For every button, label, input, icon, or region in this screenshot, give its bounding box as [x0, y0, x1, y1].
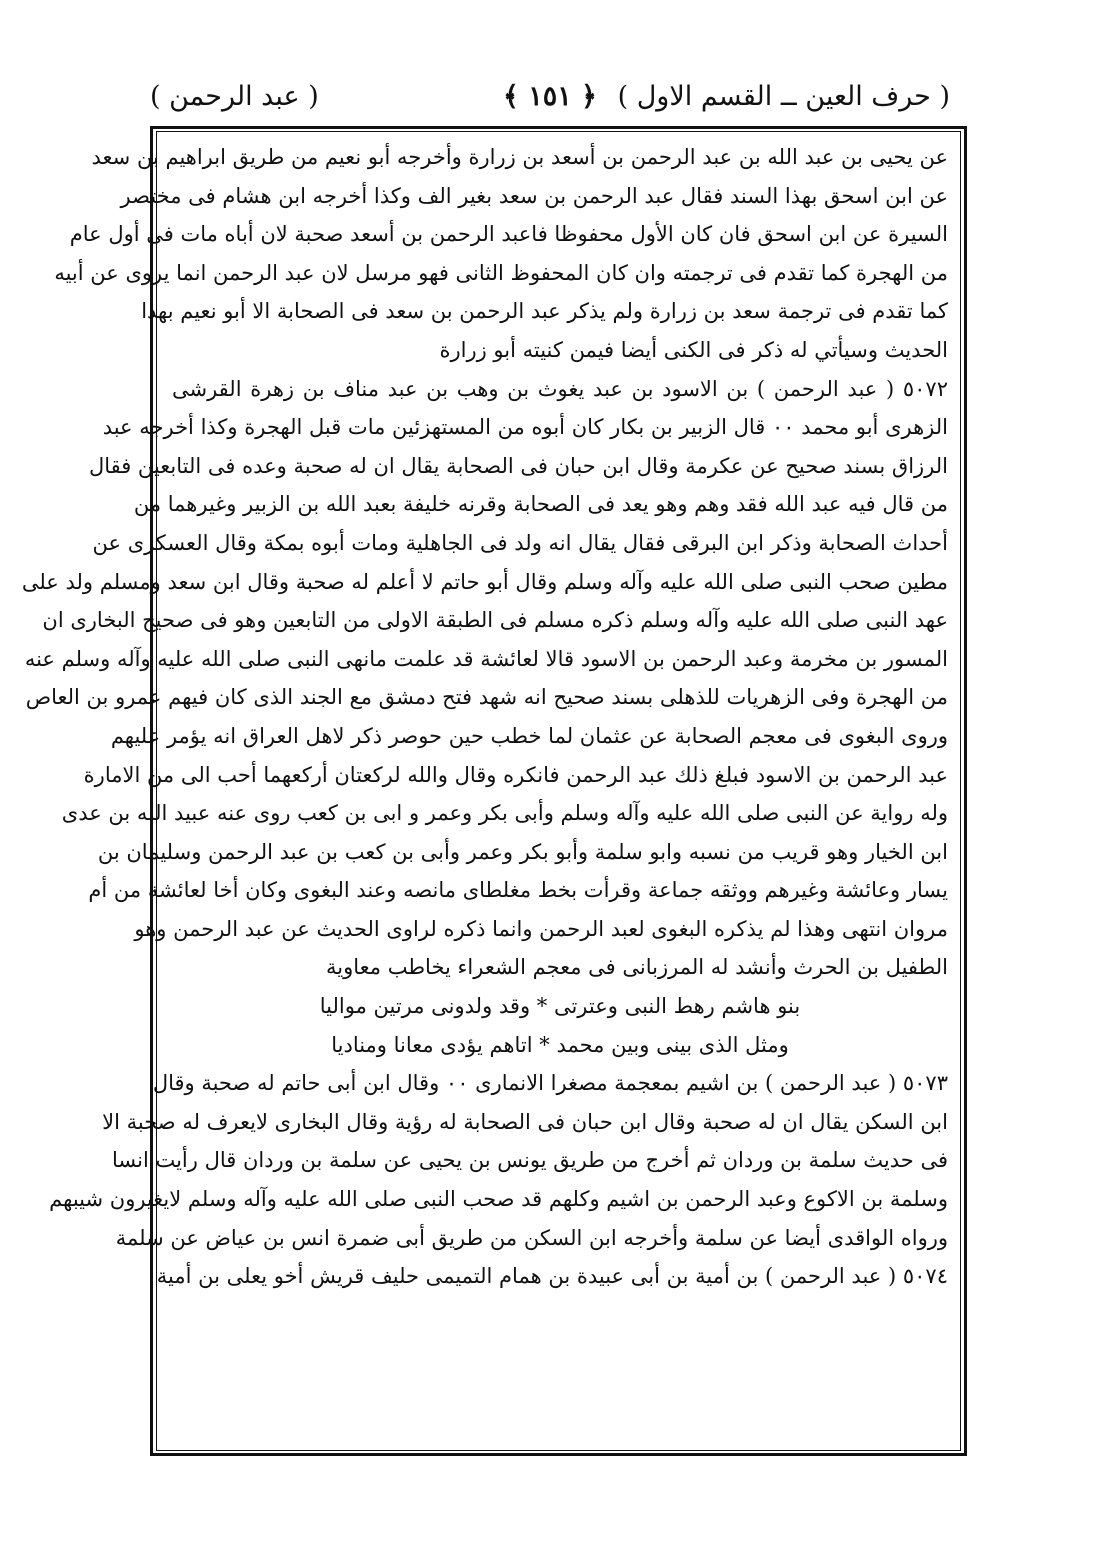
entry-5074-start: ٥٠٧٤ ( عبد الرحمن ) بن أمية بن أبى عبيدة بن همام التميمى حليف قريش أخو يعلى بن أمية: [156, 1264, 948, 1289]
text-line: فى حديث سلمة بن وردان ثم أخرج من طريق يونس بن يحيى عن سلمة بن وردان قال رأيت انسا: [111, 1148, 948, 1173]
text-line: من الهجرة كما تقدم فى ترجمته وان كان المحفوظ الثانى فهو مرسل لان عبد الرحمن انما يروى عن أبيه: [54, 260, 948, 285]
text-line: ابن السكن يقال ان له صحبة وقال ابن حبان فى الصحابة له رؤية وقال البخارى لايعرف له صحبة الا: [102, 1109, 948, 1134]
text-line: المسور بن مخرمة وعبد الرحمن بن الاسود قالا لعائشة قد علمت مانهى النبى صلى الله عليه وآله وسلم عنه: [24, 646, 948, 671]
text-line: وسلمة بن الاكوع وعبد الرحمن بن اشيم وكلهم قد صحب النبى صلى الله عليه وآله وسلم لايغيرون شيبهم: [49, 1187, 948, 1212]
text-line: كما تقدم فى ترجمة سعد بن زرارة ولم يذكر عبد الرحمن بن سعد فى الصحابة الا أبو نعيم بهذا: [141, 299, 948, 324]
text-line: الحديث وسيأتي له ذكر فى الكنى أيضا فيمن كنيته أبو زرارة: [439, 337, 948, 362]
text-line: الرزاق بسند صحيح عن عكرمة وقال ابن حبان فى الصحابة يقال ان له صحبة وعده فى التابعين فقال: [88, 453, 948, 478]
text-line: عهد النبى صلى الله عليه وآله وسلم ذكره مسلم فى الطبقة الاولى من التابعين وهو فى صحيح البخارى ان: [42, 608, 948, 633]
poem-verse: بنو هاشم رهط النبى وعترتى * وقد ولدونى مرتين مواليا: [319, 994, 801, 1019]
page-header: [150, 72, 950, 122]
section-heading: ( حرف العين ــ القسم الاول ): [617, 81, 950, 112]
text-line: مروان انتهى وهذا لم يذكره البغوى لعبد الرحمن وانما ذكره لراوى الحديث عن عبد الرحمن وهو: [134, 916, 948, 941]
text-line: من الهجرة وفى الزهريات للذهلى بسند صحيح انه شهد فتح دمشق مع الجند الذى كان فيهم عمرو بن العاص: [25, 685, 948, 710]
text-line: مطين صحب النبى صلى الله عليه وآله وسلم وقال أبو حاتم لا أعلم له صحبة وقال ابن سعد ومسلم ولد على: [21, 569, 948, 594]
text-line: السيرة عن ابن اسحق فان كان الأول محفوظا فاعبد الرحمن بن أسعد صحبة لان أباه مات فى أول عام: [69, 222, 948, 247]
text-line: عن يحيى بن عبد الله بن عبد الرحمن بن أسعد بن زرارة وأخرجه أبو نعيم من طريق ابراهيم بن سعد: [91, 145, 948, 169]
text-line: وله رواية عن النبى صلى الله عليه وآله وسلم وأبى بكر وعمر و ابى بن كعب روى عنه عبيد الله بن عدى: [61, 801, 948, 826]
text-line: عبد الرحمن بن الاسود فبلغ ذلك عبد الرحمن فانكره وقال والله لركعتان أركعهما أحب الى من الامارة: [83, 762, 948, 787]
text-line: ورواه الواقدى أيضا عن سلمة وأخرجه ابن السكن من طريق أبى ضمرة انس بن عياض عن سلمة: [115, 1225, 948, 1250]
text-line: عن ابن اسحق بهذا السند فقال عبد الرحمن بن سعد بغير الف وكذا أخرجه ابن هشام فى مختصر: [120, 183, 948, 208]
text-line: ابن الخيار وهو قريب من نسبه وابو سلمة وأبو بكر وعمر وأبى بن كعب بن عبد الرحمن وسليمان بن: [97, 839, 948, 864]
running-title: ( عبد الرحمن ): [150, 81, 319, 112]
poem-verse: ومثل الذى بينى وبين محمد * اتاهم يؤدى معانا ومناديا: [331, 1032, 789, 1057]
body-text: [21, 138, 948, 1296]
text-line: من قال فيه عبد الله فقد وهم وهو يعد فى الصحابة وقرنه خليفة بعبد الله بن الزبير وغيرهما من: [133, 492, 948, 517]
entry-5072-start: ٥٠٧٢ ( عبد الرحمن ) بن الاسود بن عبد يغوث بن وهب بن عبد مناف بن زهرة القرشى: [172, 376, 948, 401]
text-line: وروى البغوى فى معجم الصحابة عن عثمان لما خطب حين حوصر ذكر لاهل العراق انه يؤمر عليهم: [110, 723, 948, 748]
text-line: أحداث الصحابة وذكر ابن البرقى فقال يقال انه ولد فى الجاهلية ومات أبوه بمكة وقال العسكرى عن: [92, 530, 948, 555]
page-number: ﴿ ١٥١ ﴾: [503, 81, 597, 112]
text-line: الزهرى أبو محمد ٠٠ قال الزبير بن بكار كان أبوه من المستهزئين مات قبل الهجرة وكذا أخرجه عبد: [102, 415, 948, 440]
entry-5073-start: ٥٠٧٣ ( عبد الرحمن ) بن اشيم بمعجمة مصغرا الانمارى ٠٠ وقال ابن أبى حاتم له صحبة وقال: [152, 1071, 948, 1096]
text-line: يسار وعائشة وغيرهم ووثقه جماعة وقرأت بخط مغلطاى مانصه وعند البغوى وكان أخا لعائشة من أم: [88, 878, 948, 903]
text-line: الطفيل بن الحرث وأنشد له المرزبانى فى معجم الشعراء يخاطب معاوية: [326, 955, 948, 980]
